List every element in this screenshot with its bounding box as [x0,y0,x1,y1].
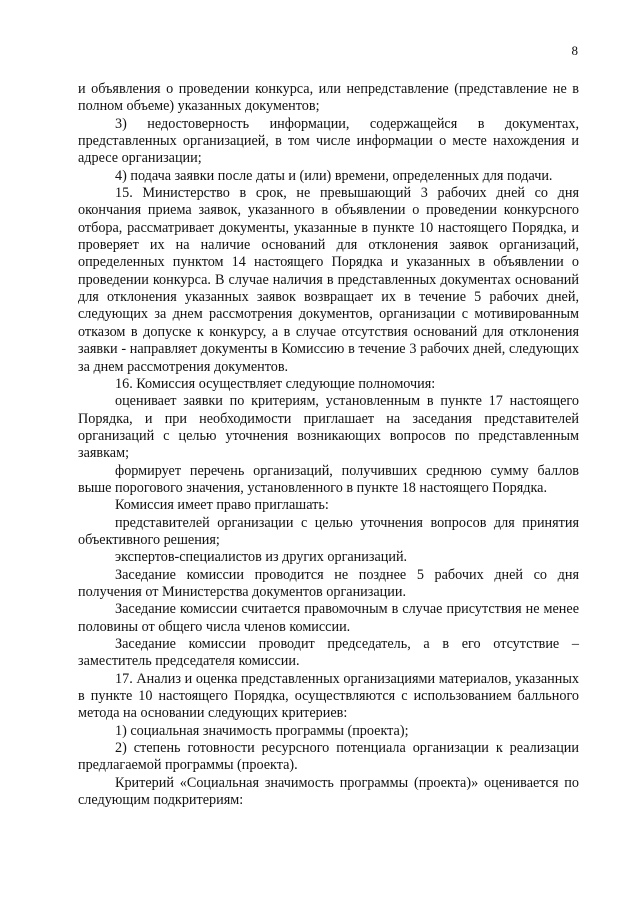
document-body [78,81,579,809]
paragraph: и объявления о проведении конкурса, или непредставление (представление не в полном объеме) указанных документов; [78,81,579,115]
paragraph: экспертов-специалистов из других организаций. [115,549,408,566]
paragraph: 3) недостоверность информации, содержащейся в документах, представленных организацией, в том числе информации о месте нахождения и адресе организации; [78,115,579,167]
paragraph: 16. Комиссия осуществляет следующие полномочия: [115,375,436,392]
paragraph: оценивает заявки по критериям, установленным в пункте 17 настоящего Порядка, и при необходимости приглашает на заседания представителей организаций с целью уточнения возникающих вопросов по представленным заявкам; [78,393,579,462]
paragraph: 4) подача заявки после даты и (или) времени, определенных для подачи. [115,167,553,184]
paragraph: представителей организации с целью уточнения вопросов для принятия объективного решения; [78,514,579,548]
paragraph: 2) степень готовности ресурсного потенциала организации к реализации предлагаемой программы (проекта). [78,740,579,774]
paragraph: Критерий «Социальная значимость программы (проекта)» оценивается по следующим подкритериям: [78,774,579,809]
paragraph: Заседание комиссии проводится не позднее 5 рабочих дней со дня получения от Министерства документов организации. [78,566,579,600]
paragraph: формирует перечень организаций, получивших среднюю сумму баллов выше порогового значения, установленного в пункте 18 настоящего Порядка. [78,462,579,496]
paragraph: 1) социальная значимость программы (проекта); [115,722,409,739]
paragraph: Заседание комиссии считается правомочным в случае присутствия не менее половины от общего числа членов комиссии. [78,601,579,635]
paragraph: Заседание комиссии проводит председатель, а в его отсутствие – заместитель председателя комиссии. [78,636,579,670]
paragraph: 15. Министерство в срок, не превышающий 3 рабочих дней со дня окончания приема заявок, указанного в объявлении о проведении конкурсного отбора, рассматривает документы, указанные в пункте 10 настоящего Порядка, и проверяет их на наличие оснований для отклонения заявок организаций, определенных пунктом 14 настоящего Порядка и указанных в объявлении о проведении конкурса. В случае наличия в представленных документах оснований для отклонения указанных заявок возвращает их в течение 5 рабочих дней, следующих за днем рассмотрения документов, организации с мотивированным отказом в допуске к конкурсу, а в случае отсутствия оснований для отклонения заявки - направляет документы в Комиссию в течение 3 рабочих дней, следующих за днем рассмотрения документов. [78,185,579,375]
paragraph: 17. Анализ и оценка представленных организациями материалов, указанных в пункте 10 настоящего Порядка, осуществляются с использованием балльного метода на основании следующих критериев: [78,670,579,722]
paragraph: Комиссия имеет право приглашать: [115,497,329,514]
page-number: 8 [571,43,578,58]
